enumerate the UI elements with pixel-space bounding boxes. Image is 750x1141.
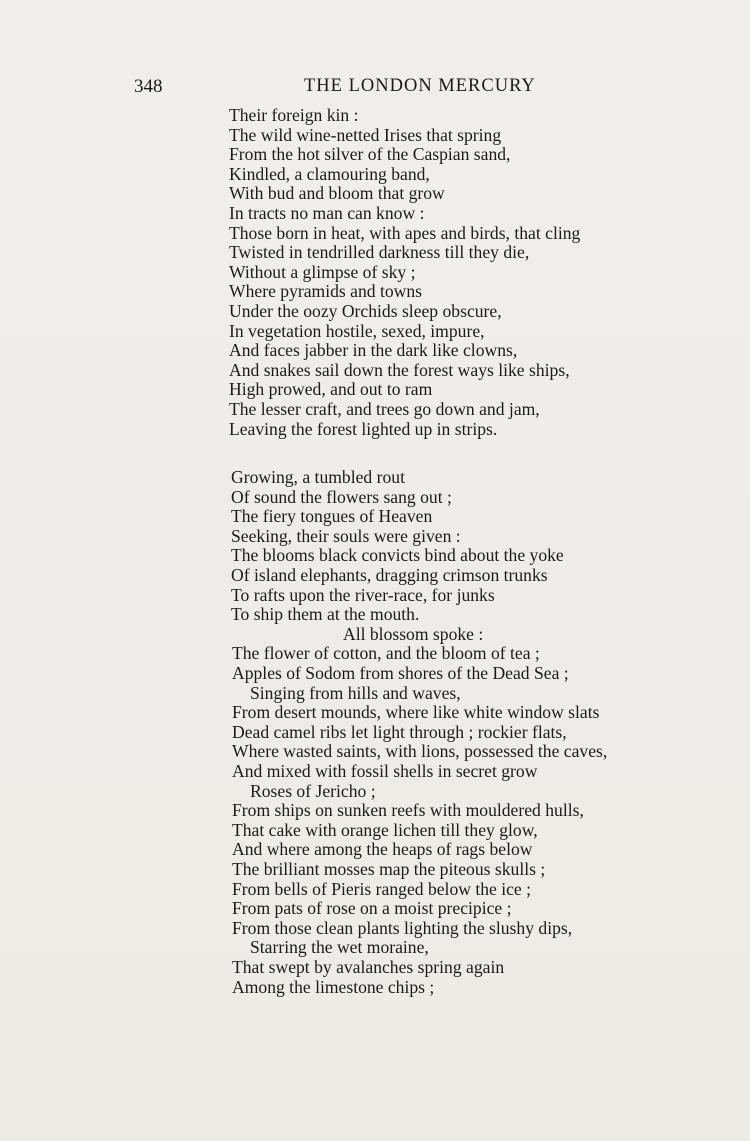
poem-line: To rafts upon the river-race, for junks — [231, 584, 495, 605]
poem-line: The lesser craft, and trees go down and jam, — [229, 399, 540, 419]
poem-line: The wild wine-netted Irises that spring — [229, 124, 502, 145]
poem-line: From the hot silver of the Caspian sand, — [229, 144, 511, 165]
poem-line: Where pyramids and towns — [229, 281, 422, 302]
page-number: 348 — [134, 76, 163, 97]
poem-line: And mixed with fossil shells in secret grow — [232, 761, 538, 781]
poem-line: Where wasted saints, with lions, possessed the caves, — [232, 741, 608, 762]
poem-line: The blooms black convicts bind about the yoke — [231, 545, 564, 566]
poem-line: High prowed, and out to ram — [229, 379, 433, 400]
poem-line: All blossom spoke : — [343, 623, 484, 644]
poem-line: Leaving the forest lighted up in strips. — [229, 418, 498, 439]
poem-line: Seeking, their souls were given : — [231, 525, 461, 546]
poem-line: That swept by avalanches spring again — [232, 957, 505, 977]
poem-line: The flower of cotton, and the bloom of tea ; — [232, 643, 540, 664]
poem-line: And faces jabber in the dark like clowns, — [229, 340, 518, 361]
poem-line: Under the oozy Orchids sleep obscure, — [229, 301, 502, 321]
poem-line: Without a glimpse of sky ; — [229, 261, 416, 282]
poem-line: Singing from hills and waves, — [250, 682, 461, 703]
poem-line: Starring the wet moraine, — [250, 937, 429, 958]
poem-line: Apples of Sodom from shores of the Dead Sea ; — [232, 663, 569, 683]
poem-line: Their foreign kin : — [229, 105, 359, 125]
poem-line: Of sound the flowers sang out ; — [231, 486, 452, 507]
page-header — [134, 74, 634, 102]
poem-line: The fiery tongues of Heaven — [231, 506, 433, 527]
poem-line: Growing, a tumbled rout — [231, 467, 405, 487]
poem-line: In tracts no man can know : — [229, 203, 425, 223]
poem-line: From desert mounds, where like white window slats — [232, 702, 600, 723]
poem-line: Roses of Jericho ; — [250, 780, 376, 801]
poem-line: Those born in heat, with apes and birds, that cling — [229, 222, 581, 243]
poem-line: Kindled, a clamouring band, — [229, 163, 430, 184]
poem-line: And where among the heaps of rags below — [232, 839, 533, 860]
poem-line: From pats of rose on a moist precipice ; — [232, 898, 512, 919]
poem-line: From those clean plants lighting the slushy dips, — [232, 917, 573, 938]
poem-line: That cake with orange lichen till they glow, — [232, 819, 538, 840]
poem-line: Of island elephants, dragging crimson trunks — [231, 565, 548, 585]
poem-line: From ships on sunken reefs with mouldered hulls, — [232, 800, 584, 821]
poem-line: From bells of Pieris ranged below the ice ; — [232, 878, 532, 899]
poem-line: Among the limestone chips ; — [232, 976, 435, 997]
poem-line: And snakes sail down the forest ways like ships, — [229, 359, 570, 380]
running-head: THE LONDON MERCURY — [304, 76, 536, 96]
poem-line: In vegetation hostile, sexed, impure, — [229, 320, 485, 341]
poem-line: To ship them at the mouth. — [231, 604, 420, 625]
poem-line: Twisted in tendrilled darkness till they die, — [229, 242, 530, 263]
poem-line: The brilliant mosses map the piteous skulls ; — [232, 859, 546, 879]
poem-line: With bud and bloom that grow — [229, 183, 445, 204]
poem-line: Dead camel ribs let light through ; rockier flats, — [232, 721, 567, 742]
